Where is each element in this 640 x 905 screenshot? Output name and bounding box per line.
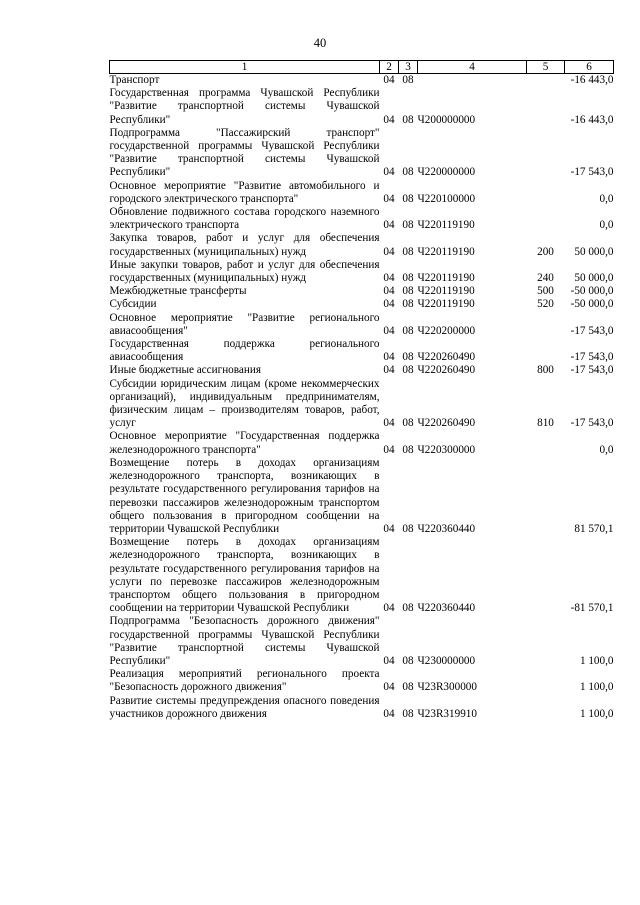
- row-amount: 0,0: [599, 443, 614, 456]
- table-row: [110, 338, 614, 364]
- row-section: 04: [383, 351, 395, 364]
- row-target-code: Ч23R300000: [417, 681, 477, 694]
- row-subsection: 08: [402, 364, 414, 377]
- row-subsection: 08: [402, 443, 414, 456]
- row-name: Государственная программа Чувашской Республики "Развитие транспортной системы Чувашской Республики": [109, 87, 380, 126]
- row-name: Субсидии: [109, 298, 157, 311]
- row-target-code: Ч23R319910: [417, 707, 477, 720]
- row-amount: 1 100,0: [579, 681, 614, 694]
- row-section: 04: [383, 113, 395, 126]
- row-subsection: 08: [402, 602, 414, 615]
- table-row: [110, 259, 614, 285]
- table-row: [110, 312, 614, 338]
- row-subsection: 08: [402, 324, 414, 337]
- row-expense-type: [527, 74, 565, 88]
- row-name: Основное мероприятие "Развитие автомобильного и городского электрического транспорта": [109, 179, 380, 205]
- row-target-code: Ч220119190: [417, 272, 475, 285]
- table-row: [110, 364, 614, 377]
- row-amount: 50 000,0: [574, 272, 614, 285]
- row-target-code: Ч230000000: [417, 654, 476, 667]
- page-number: 40: [313, 36, 327, 50]
- table-row: [110, 615, 614, 668]
- row-name: Реализация мероприятий регионального проекта "Безопасность дорожного движения": [109, 668, 380, 694]
- row-section: 04: [383, 654, 395, 667]
- table-row: [110, 695, 614, 721]
- row-name: Возмещение потерь в доходах организациям железнодорожного транспорта, возникающих в результате государственного регулирования тарифов на услуги по перевозке пассажиров железнодорожным транспортом общего пользования в пригородном сообщении на территории Чувашской Республики: [109, 536, 380, 615]
- row-target-code: Ч220100000: [417, 192, 476, 205]
- row-target-code: Ч220119190: [417, 298, 475, 311]
- row-expense-type: 800: [537, 364, 554, 377]
- table-row: [110, 668, 614, 694]
- row-section: 04: [383, 74, 395, 86]
- row-name: Обновление подвижного состава городского наземного электрического транспорта: [109, 206, 380, 232]
- row-expense-type: [527, 206, 565, 232]
- row-section: 04: [383, 681, 395, 694]
- row-subsection: 08: [402, 351, 414, 364]
- table-row: [110, 378, 614, 431]
- row-name: Закупка товаров, работ и услуг для обеспечения государственных (муниципальных) нужд: [109, 232, 380, 258]
- row-target-code: Ч220200000: [417, 324, 476, 337]
- table-row: [110, 180, 614, 206]
- row-section: 04: [383, 298, 395, 311]
- row-expense-type: [527, 87, 565, 127]
- row-amount: -50 000,0: [570, 285, 614, 298]
- row-amount: -17 543,0: [570, 364, 614, 377]
- row-name: Межбюджетные трансферты: [109, 285, 247, 298]
- row-name: Возмещение потерь в доходах организациям железнодорожного транспорта, возникающих в результате государственного регулирования тарифов на перевозки пассажиров железнодорожным транспортом общего пользования в пригородном сообщении на территории Чувашской Республики: [109, 456, 380, 535]
- row-section: 04: [383, 707, 395, 720]
- row-expense-type: [527, 180, 565, 206]
- row-subsection: 08: [402, 219, 414, 232]
- table-row: [110, 206, 614, 232]
- table-row: [110, 536, 614, 615]
- row-section: 04: [383, 324, 395, 337]
- header-row: [110, 61, 614, 74]
- row-amount: 50 000,0: [574, 245, 614, 258]
- row-expense-type: 520: [537, 298, 554, 311]
- row-section: 04: [383, 166, 395, 179]
- row-expense-type: [527, 312, 565, 338]
- row-section: 04: [383, 522, 395, 535]
- row-section: 04: [383, 192, 395, 205]
- row-target-code: Ч220360440: [417, 602, 476, 615]
- row-subsection: 08: [402, 522, 414, 535]
- row-target-code: Ч220119190: [417, 219, 475, 232]
- row-amount: -16 443,0: [570, 74, 614, 86]
- row-expense-type: 200: [537, 245, 554, 258]
- header-col-3: 3: [399, 61, 418, 74]
- row-target-code: Ч220260490: [417, 351, 476, 364]
- header-col-4: 4: [418, 61, 527, 74]
- row-name: Государственная поддержка регионального авиасообщения: [109, 338, 380, 364]
- row-amount: 0,0: [599, 219, 614, 232]
- row-section: 04: [383, 443, 395, 456]
- table-row: [110, 74, 614, 88]
- row-target-code: [418, 74, 527, 88]
- row-subsection: 08: [402, 298, 414, 311]
- row-target-code: Ч220300000: [417, 443, 476, 456]
- row-name: Развитие системы предупреждения опасного поведения участников дорожного движения: [109, 694, 380, 720]
- row-subsection: 08: [402, 272, 414, 285]
- row-target-code: Ч220360440: [417, 522, 476, 535]
- row-name: Подпрограмма "Пассажирский транспорт" государственной программы Чувашской Республики "Развитие транспортной системы Чувашской Республики": [109, 126, 380, 179]
- row-amount: 1 100,0: [579, 654, 614, 667]
- row-expense-type: [527, 127, 565, 180]
- row-subsection: 08: [402, 74, 414, 86]
- row-name: Основное мероприятие "Государственная поддержка железнодорожного транспорта": [109, 430, 380, 456]
- row-expense-type: [527, 430, 565, 456]
- row-expense-type: [527, 536, 565, 615]
- row-subsection: 08: [402, 192, 414, 205]
- row-subsection: 08: [402, 681, 414, 694]
- row-expense-type: [527, 457, 565, 536]
- row-amount: 0,0: [599, 192, 614, 205]
- row-amount: -16 443,0: [570, 113, 614, 126]
- header-col-5: 5: [527, 61, 565, 74]
- row-target-code: Ч220119190: [417, 285, 475, 298]
- row-amount: -50 000,0: [570, 298, 614, 311]
- row-name: Подпрограмма "Безопасность дорожного движения" государственной программы Чувашской Республики "Развитие транспортной системы Чувашской Республики": [109, 615, 380, 667]
- table-row: [110, 87, 614, 127]
- row-name: Иные закупки товаров, работ и услуг для обеспечения государственных (муниципальных) нужд: [109, 258, 380, 285]
- row-subsection: 08: [402, 166, 414, 179]
- row-expense-type: 240: [537, 272, 554, 285]
- table-row: [110, 232, 614, 258]
- row-target-code: Ч220000000: [417, 166, 476, 179]
- row-target-code: Ч200000000: [417, 113, 476, 126]
- row-target-code: Ч220260490: [417, 364, 476, 377]
- row-amount: 81 570,1: [574, 522, 614, 535]
- table-row: [110, 285, 614, 298]
- row-amount: -17 543,0: [570, 351, 614, 364]
- row-expense-type: [527, 338, 565, 364]
- row-expense-type: [527, 695, 565, 721]
- row-subsection: 08: [402, 113, 414, 126]
- row-amount: -81 570,1: [570, 602, 614, 615]
- row-expense-type: [527, 668, 565, 694]
- table-row: [110, 298, 614, 311]
- row-subsection: 08: [402, 245, 414, 258]
- header-col-6: 6: [565, 61, 614, 74]
- row-expense-type: 810: [537, 417, 554, 430]
- header-col-2: 2: [380, 61, 399, 74]
- row-section: 04: [383, 364, 395, 377]
- row-amount: -17 543,0: [570, 417, 614, 430]
- row-section: 04: [383, 602, 395, 615]
- row-subsection: 08: [402, 654, 414, 667]
- row-name: Транспорт: [109, 74, 160, 86]
- row-name: Иные бюджетные ассигнования: [109, 364, 261, 377]
- row-section: 04: [383, 245, 395, 258]
- budget-table: [109, 60, 614, 721]
- row-subsection: 08: [402, 285, 414, 298]
- row-amount: -17 543,0: [570, 324, 614, 337]
- row-section: 04: [383, 272, 395, 285]
- header-col-1: 1: [110, 61, 380, 74]
- row-section: 04: [383, 417, 395, 430]
- row-amount: 1 100,0: [579, 707, 614, 720]
- row-subsection: 08: [402, 417, 414, 430]
- table-row: [110, 430, 614, 456]
- row-expense-type: 500: [537, 285, 554, 298]
- row-target-code: Ч220260490: [417, 417, 476, 430]
- row-subsection: 08: [402, 707, 414, 720]
- row-amount: -17 543,0: [570, 166, 614, 179]
- row-name: Основное мероприятие "Развитие регионального авиасообщения": [109, 311, 380, 337]
- row-target-code: Ч220119190: [417, 245, 475, 258]
- table-row: [110, 127, 614, 180]
- row-expense-type: [527, 615, 565, 668]
- row-name: Субсидии юридическим лицам (кроме некоммерческих организаций), индивидуальным предпринимателям, физическим лицам – производителям товаров, работ, услуг: [109, 377, 380, 430]
- row-section: 04: [383, 285, 395, 298]
- row-section: 04: [383, 219, 395, 232]
- table-row: [110, 457, 614, 536]
